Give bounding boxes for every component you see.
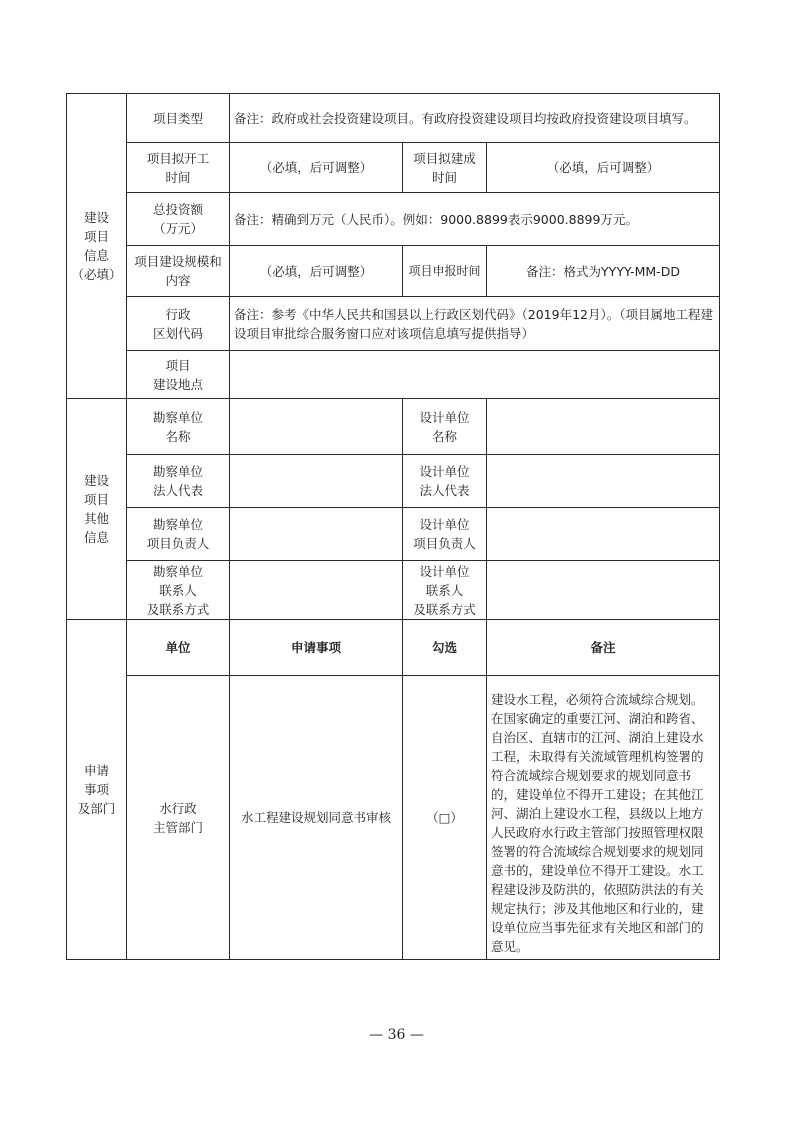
planned-completion-field[interactable]: （必填，后可调整） — [546, 160, 660, 175]
region-code-note: 备注：参考《中华人民共和国县以上行政区划代码》（2019年12月）。（项目属地工程建设项目审批综合服务窗口应对该项信息填写提供指导） — [234, 306, 713, 341]
design-unit-name-label: 设计单位 名称 — [419, 409, 470, 444]
page-number: — 36 — — [369, 1027, 424, 1043]
location-field[interactable] — [230, 351, 719, 398]
table-border-right — [719, 93, 720, 960]
scale-field[interactable]: （必填，后可调整） — [259, 263, 373, 279]
header-check: 勾选 — [431, 640, 457, 655]
planned-start-label: 项目拟开工 时间 — [146, 150, 210, 185]
design-contact-label: 设计单位 联系人 及联系方式 — [413, 563, 476, 617]
design-unit-name-field[interactable] — [487, 399, 719, 454]
application-form-table — [66, 93, 719, 959]
design-manager-field[interactable] — [487, 508, 719, 560]
table-border-bottom — [66, 959, 719, 960]
planned-start-field[interactable]: （必填，后可调整） — [259, 160, 373, 175]
section-label-application: 申请 事项 及部门 — [77, 763, 116, 816]
application-checkbox[interactable]: （□） — [426, 810, 463, 825]
project-type-label: 项目类型 — [152, 110, 203, 126]
project-type-note: 备注：政府或社会投资建设项目。有政府投资建设项目均按政府投资建设项目填写。 — [234, 110, 697, 126]
survey-contact-label: 勘察单位 联系人 及联系方式 — [146, 563, 210, 617]
header-unit: 单位 — [165, 640, 191, 655]
scale-label: 项目建设规模和 内容 — [134, 254, 222, 288]
declare-time-label: 项目申报时间 — [408, 263, 481, 278]
application-remark — [487, 676, 719, 959]
application-remark-text: 建设水工程，必须符合流域综合规划。在国家确定的重要江河、湖泊和跨省、自治区、直辖市的江河、湖泊上建设水工程，未取得有关流域管理机构签署的符合流域综合规划要求的规划同意书的，建设单位不得开工建设；在其他江河、湖泊上建设水工程，县级以上地方人民政府水行政主管部门按照管理权限签署的符合流域综合规划要求的规划同意书的，建设单位不得开工建设。水工程建设涉及防洪的，依照防洪法的有关规定执行；涉及其他地区和行业的，建设单位应当事先征求有关地区和部门的意见。 — [491, 692, 704, 954]
declare-time-note: 备注：格式为YYYY-MM-DD — [526, 263, 680, 279]
design-contact-field[interactable] — [487, 561, 719, 619]
application-matter: 水工程建设规划同意书审核 — [240, 810, 391, 825]
total-investment-label: 总投资额 （万元） — [152, 202, 203, 236]
location-label: 项目 建设地点 — [152, 357, 203, 392]
survey-unit-name-label: 勘察单位 名称 — [152, 409, 203, 444]
application-unit: 水行政 主管部门 — [152, 800, 203, 835]
survey-manager-field[interactable] — [230, 508, 402, 560]
design-manager-label: 设计单位 项目负责人 — [413, 517, 476, 551]
design-legal-rep-field[interactable] — [487, 455, 719, 507]
planned-completion-label: 项目拟建成 时间 — [413, 150, 476, 185]
total-investment-note: 备注：精确到万元（人民币）。例如：9000.8899表示9000.8899万元。 — [234, 211, 638, 227]
survey-unit-name-field[interactable] — [230, 399, 402, 454]
section-label-construction-info: 建设 项目 信息 （必填） — [71, 210, 122, 282]
survey-legal-rep-field[interactable] — [230, 455, 402, 507]
survey-manager-label: 勘察单位 项目负责人 — [146, 517, 210, 551]
region-code-label: 行政 区划代码 — [152, 306, 203, 341]
header-matter: 申请事项 — [290, 640, 341, 655]
design-legal-rep-label: 设计单位 法人代表 — [419, 464, 470, 498]
header-remark: 备注 — [590, 640, 616, 655]
survey-contact-field[interactable] — [230, 561, 402, 619]
section-label-other-info: 建设 项目 其他 信息 — [83, 473, 109, 545]
survey-legal-rep-label: 勘察单位 法人代表 — [152, 464, 203, 498]
